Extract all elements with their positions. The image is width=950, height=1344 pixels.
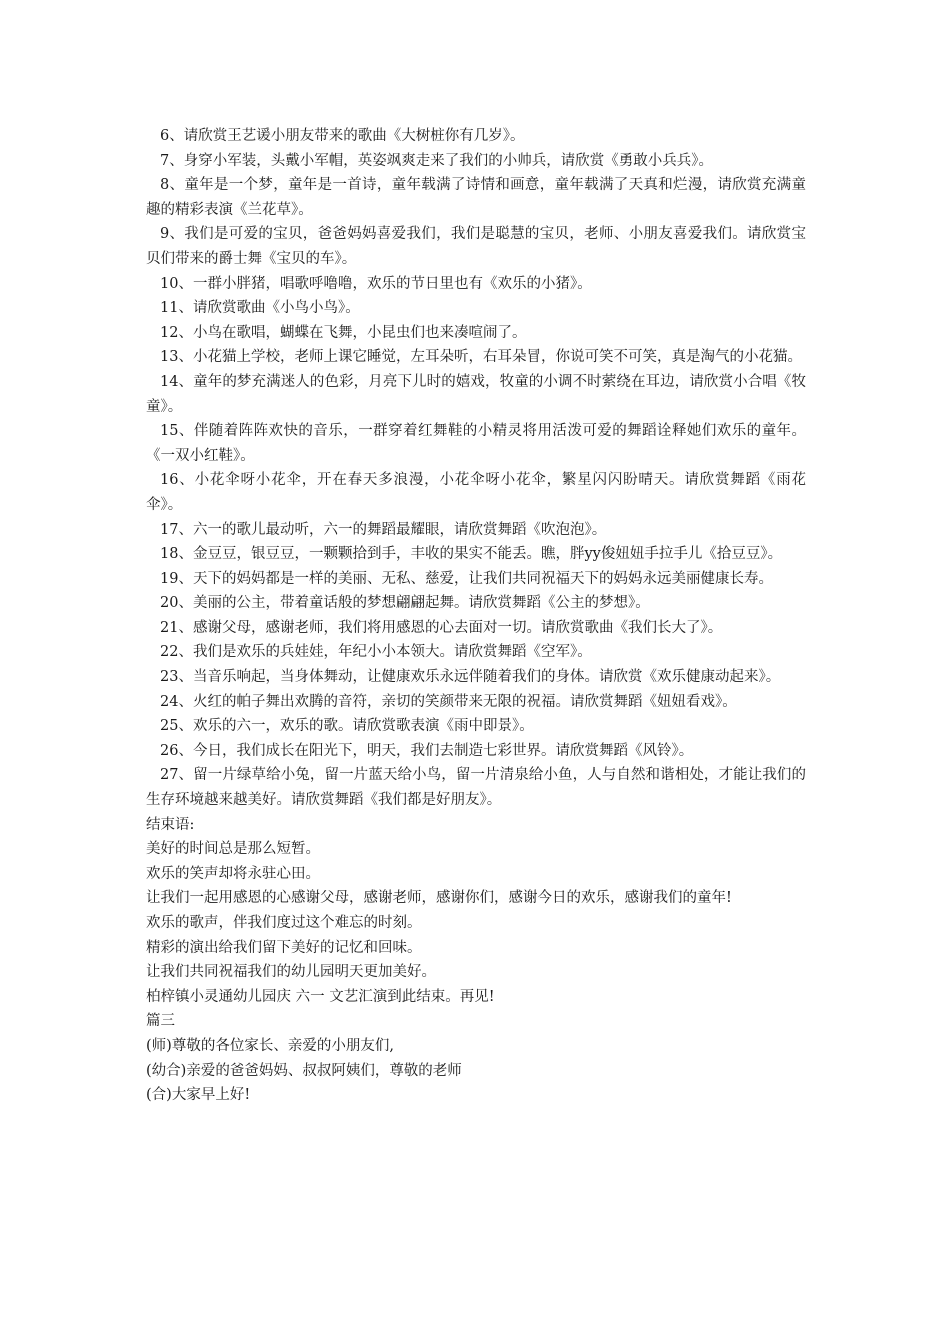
program-item-22: 22、我们是欢乐的兵娃娃，年纪小小本领大。请欣赏舞蹈《空军》。 (160, 644, 592, 661)
program-item-7: 7、身穿小军装，头戴小军帽，英姿飒爽走来了我们的小帅兵，请欣赏《勇敢小兵兵》。 (160, 152, 713, 169)
program-item-12: 12、小鸟在歌唱，蝴蝶在飞舞，小昆虫们也来凑喧闹了。 (160, 324, 527, 341)
program-item-25: 25、欢乐的六一，欢乐的歌。请欣赏歌表演《雨中即景》。 (160, 718, 534, 735)
program-item-6: 6、请欣赏王艺谖小朋友带来的歌曲《大树桩你有几岁》。 (160, 128, 525, 144)
program-item-18: 18、金豆豆，银豆豆，一颗颗拾到手，丰收的果实不能丢。瞧，胖yy俊妞妞手拉手儿《拾豆豆》。 (160, 546, 783, 563)
program-item-23: 23、当音乐响起，当身体舞动，让健康欢乐永远伴随着我们的身体。请欣赏《欢乐健康动起来》。 (160, 669, 781, 686)
closing-line: 让我们共同祝福我们的幼儿园明天更加美好。 (146, 964, 436, 981)
closing-line: 欢乐的歌声，伴我们度过这个难忘的时刻。 (146, 915, 422, 931)
program-item-24: 24、火红的帕子舞出欢腾的音符，亲切的笑颜带来无限的祝福。请欣赏舞蹈《妞妞看戏》。 (160, 693, 737, 710)
program-item-19: 19、天下的妈妈都是一样的美丽、无私、慈爱，让我们共同祝福天下的妈妈永远美丽健康长寿。 (160, 570, 773, 587)
section-heading-part3: 篇三 (146, 1013, 175, 1030)
program-item-8: 8、童年是一个梦，童年是一首诗，童年载满了诗情和画意，童年载满了天真和烂漫，请欣赏充满童趣的精彩表演《兰花草》。 (146, 177, 806, 218)
document-body (146, 124, 811, 1108)
closing-line: 精彩的演出给我们留下美好的记忆和回味。 (146, 939, 422, 956)
program-item-10: 10、一群小胖猪，唱歌呼噜噜，欢乐的节日里也有《欢乐的小猪》。 (160, 275, 592, 292)
closing-line: 美好的时间总是那么短暂。 (146, 841, 320, 858)
program-item-20: 20、美丽的公主，带着童话般的梦想翩翩起舞。请欣赏舞蹈《公主的梦想》。 (160, 595, 650, 612)
dialogue-line: (合)大家早上好! (146, 1087, 251, 1104)
program-item-27: 27、留一片绿草给小兔，留一片蓝天给小鸟，留一片清泉给小鱼，人与自然和谐相处，才能让我们的生存环境越来越美好。请欣赏舞蹈《我们都是好朋友》。 (146, 767, 806, 809)
program-item-17: 17、六一的歌儿最动听，六一的舞蹈最耀眼，请欣赏舞蹈《吹泡泡》。 (160, 521, 607, 538)
program-item-21: 21、感谢父母，感谢老师，我们将用感恩的心去面对一切。请欣赏歌曲《我们长大了》。 (160, 619, 723, 636)
program-item-13: 13、小花猫上学校，老师上课它睡觉，左耳朵听，右耳朵冒，你说可笑不可笑，真是淘气的小花猫。 (160, 349, 802, 366)
closing-line: 柏梓镇小灵通幼儿园庆 六一 文艺汇演到此结束。再见! (146, 988, 495, 1005)
dialogue-line: (师)尊敬的各位家长、亲爱的小朋友们, (146, 1037, 394, 1054)
program-item-14: 14、童年的梦充满迷人的色彩，月亮下儿时的嬉戏，牧童的小调不时萦绕在耳边，请欣赏小合唱《牧童》。 (146, 373, 806, 415)
closing-heading: 结束语: (146, 816, 195, 833)
program-item-16: 16、小花伞呀小花伞，开在春天多浪漫，小花伞呀小花伞，繁星闪闪盼晴天。请欣赏舞蹈《雨花伞》。 (146, 472, 806, 513)
closing-line: 让我们一起用感恩的心感谢父母，感谢老师，感谢你们，感谢今日的欢乐，感谢我们的童年! (146, 890, 732, 907)
program-item-11: 11、请欣赏歌曲《小鸟小鸟》。 (160, 300, 360, 317)
dialogue-line: (幼合)亲爱的爸爸妈妈、叔叔阿姨们，尊敬的老师 (146, 1062, 462, 1079)
program-item-15: 15、伴随着阵阵欢快的音乐，一群穿着红舞鞋的小精灵将用活泼可爱的舞蹈诠释她们欢乐的童年。 《一双小红鞋》。 (146, 423, 811, 464)
program-item-26: 26、今日，我们成长在阳光下，明天，我们去制造七彩世界。请欣赏舞蹈《风铃》。 (160, 742, 694, 759)
closing-line: 欢乐的笑声却将永驻心田。 (146, 865, 320, 882)
program-item-9: 9、我们是可爱的宝贝，爸爸妈妈喜爱我们，我们是聪慧的宝贝，老师、小朋友喜爱我们。请欣赏宝贝们带来的爵士舞《宝贝的车》。 (146, 226, 806, 267)
